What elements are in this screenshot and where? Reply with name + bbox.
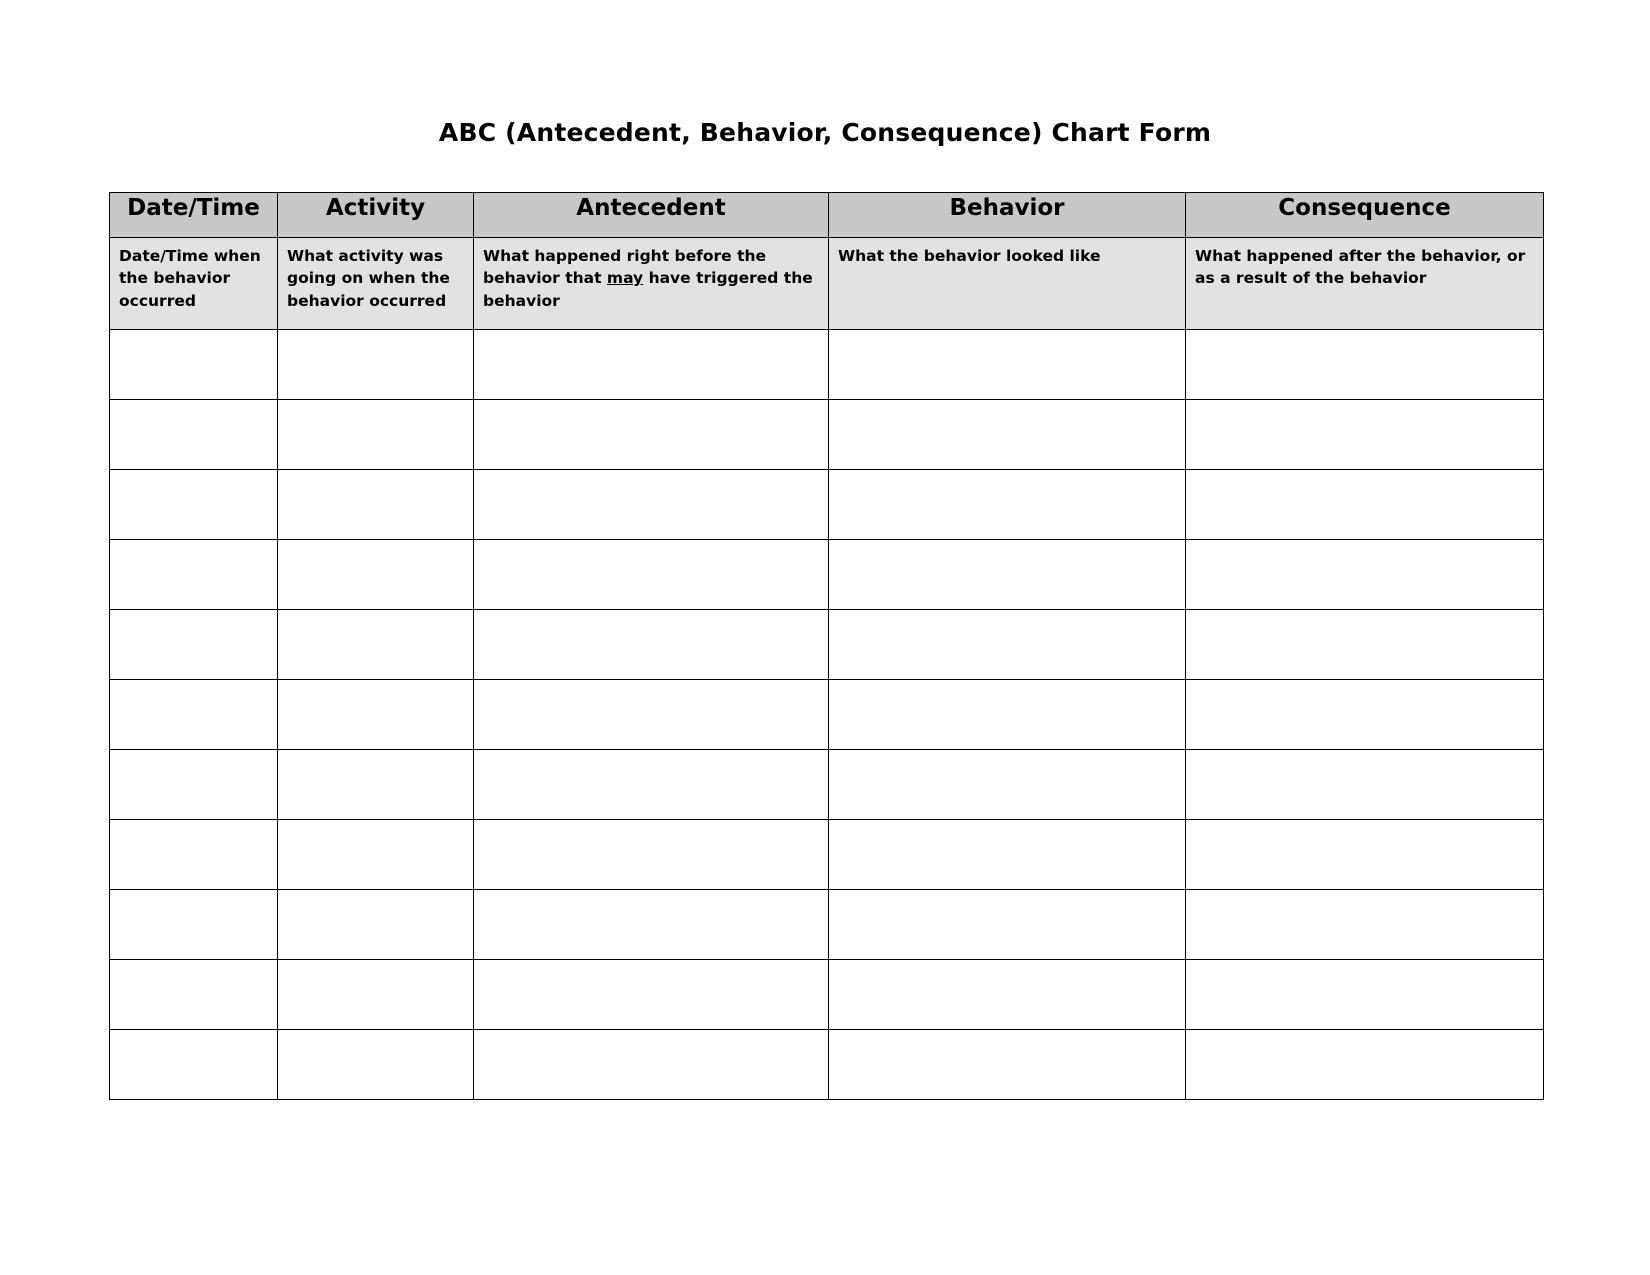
column-header-date-time: Date/Time <box>110 193 278 238</box>
entry-cell-date-time[interactable] <box>110 750 278 820</box>
column-description-consequence: What happened after the behavior, or as a result of the behavior <box>1186 238 1544 330</box>
entry-cell-behavior[interactable] <box>829 330 1186 400</box>
entry-cell-consequence[interactable] <box>1186 540 1544 610</box>
entry-cell-date-time[interactable] <box>110 610 278 680</box>
column-description-date-time: Date/Time when the behavior occurred <box>110 238 278 330</box>
table-row <box>110 960 1544 1030</box>
entry-cell-consequence[interactable] <box>1186 890 1544 960</box>
column-header-antecedent: Antecedent <box>474 193 829 238</box>
entry-cell-date-time[interactable] <box>110 1030 278 1100</box>
column-description-row <box>110 238 1544 330</box>
table-row <box>110 820 1544 890</box>
abc-chart-table <box>109 192 1544 1100</box>
column-header-activity: Activity <box>278 193 474 238</box>
entry-cell-behavior[interactable] <box>829 610 1186 680</box>
entry-cell-antecedent[interactable] <box>474 400 829 470</box>
table-row <box>110 680 1544 750</box>
column-description-antecedent <box>474 238 829 330</box>
entry-cell-behavior[interactable] <box>829 680 1186 750</box>
entry-cell-behavior[interactable] <box>829 750 1186 820</box>
table-row <box>110 750 1544 820</box>
column-description-activity: What activity was going on when the behavior occurred <box>278 238 474 330</box>
entry-cell-antecedent[interactable] <box>474 470 829 540</box>
entry-cell-activity[interactable] <box>278 400 474 470</box>
antecedent-desc-underlined: may <box>606 269 644 288</box>
entry-cell-behavior[interactable] <box>829 470 1186 540</box>
entry-cell-antecedent[interactable] <box>474 1030 829 1100</box>
table-row <box>110 470 1544 540</box>
table-row <box>110 400 1544 470</box>
entry-cell-antecedent[interactable] <box>474 960 829 1030</box>
column-description-behavior: What the behavior looked like <box>829 238 1186 330</box>
entry-cell-activity[interactable] <box>278 750 474 820</box>
table-row <box>110 330 1544 400</box>
page-title: ABC (Antecedent, Behavior, Consequence) Chart Form <box>438 118 1212 147</box>
entry-cell-consequence[interactable] <box>1186 400 1544 470</box>
entry-cell-consequence[interactable] <box>1186 960 1544 1030</box>
table-row <box>110 610 1544 680</box>
entry-cell-behavior[interactable] <box>829 890 1186 960</box>
entry-cell-date-time[interactable] <box>110 470 278 540</box>
entry-cell-activity[interactable] <box>278 610 474 680</box>
entry-cell-behavior[interactable] <box>829 960 1186 1030</box>
column-header-behavior: Behavior <box>829 193 1186 238</box>
entry-cell-antecedent[interactable] <box>474 330 829 400</box>
entry-cell-consequence[interactable] <box>1186 470 1544 540</box>
entry-cell-antecedent[interactable] <box>474 540 829 610</box>
entry-cell-consequence[interactable] <box>1186 820 1544 890</box>
entry-cell-activity[interactable] <box>278 330 474 400</box>
entry-cell-activity[interactable] <box>278 470 474 540</box>
entry-cell-antecedent[interactable] <box>474 820 829 890</box>
entry-cell-date-time[interactable] <box>110 540 278 610</box>
entry-cell-date-time[interactable] <box>110 960 278 1030</box>
entry-cell-behavior[interactable] <box>829 400 1186 470</box>
antecedent-desc-post: have triggered the behavior <box>483 269 813 310</box>
table-row <box>110 540 1544 610</box>
entry-cell-behavior[interactable] <box>829 1030 1186 1100</box>
entry-cell-behavior[interactable] <box>829 820 1186 890</box>
entry-cell-date-time[interactable] <box>110 820 278 890</box>
entry-cell-activity[interactable] <box>278 890 474 960</box>
entry-cell-activity[interactable] <box>278 820 474 890</box>
table-row <box>110 890 1544 960</box>
entry-cell-behavior[interactable] <box>829 540 1186 610</box>
antecedent-desc-pre: What happened right before the behavior that <box>483 247 767 288</box>
entry-cell-activity[interactable] <box>278 960 474 1030</box>
entry-cell-antecedent[interactable] <box>474 890 829 960</box>
entry-cell-activity[interactable] <box>278 1030 474 1100</box>
entry-cell-antecedent[interactable] <box>474 750 829 820</box>
entry-cell-consequence[interactable] <box>1186 610 1544 680</box>
entry-cell-consequence[interactable] <box>1186 680 1544 750</box>
entry-cell-consequence[interactable] <box>1186 1030 1544 1100</box>
entry-cell-consequence[interactable] <box>1186 750 1544 820</box>
entry-cell-consequence[interactable] <box>1186 330 1544 400</box>
entry-cell-activity[interactable] <box>278 680 474 750</box>
entry-cell-date-time[interactable] <box>110 330 278 400</box>
table-header-row <box>110 193 1544 238</box>
table-row <box>110 1030 1544 1100</box>
entry-cell-antecedent[interactable] <box>474 680 829 750</box>
entry-cell-date-time[interactable] <box>110 400 278 470</box>
abc-chart-table-wrapper <box>109 192 1543 1100</box>
entry-cell-date-time[interactable] <box>110 680 278 750</box>
entry-cell-date-time[interactable] <box>110 890 278 960</box>
column-header-consequence: Consequence <box>1186 193 1544 238</box>
entry-cell-antecedent[interactable] <box>474 610 829 680</box>
entry-cell-activity[interactable] <box>278 540 474 610</box>
